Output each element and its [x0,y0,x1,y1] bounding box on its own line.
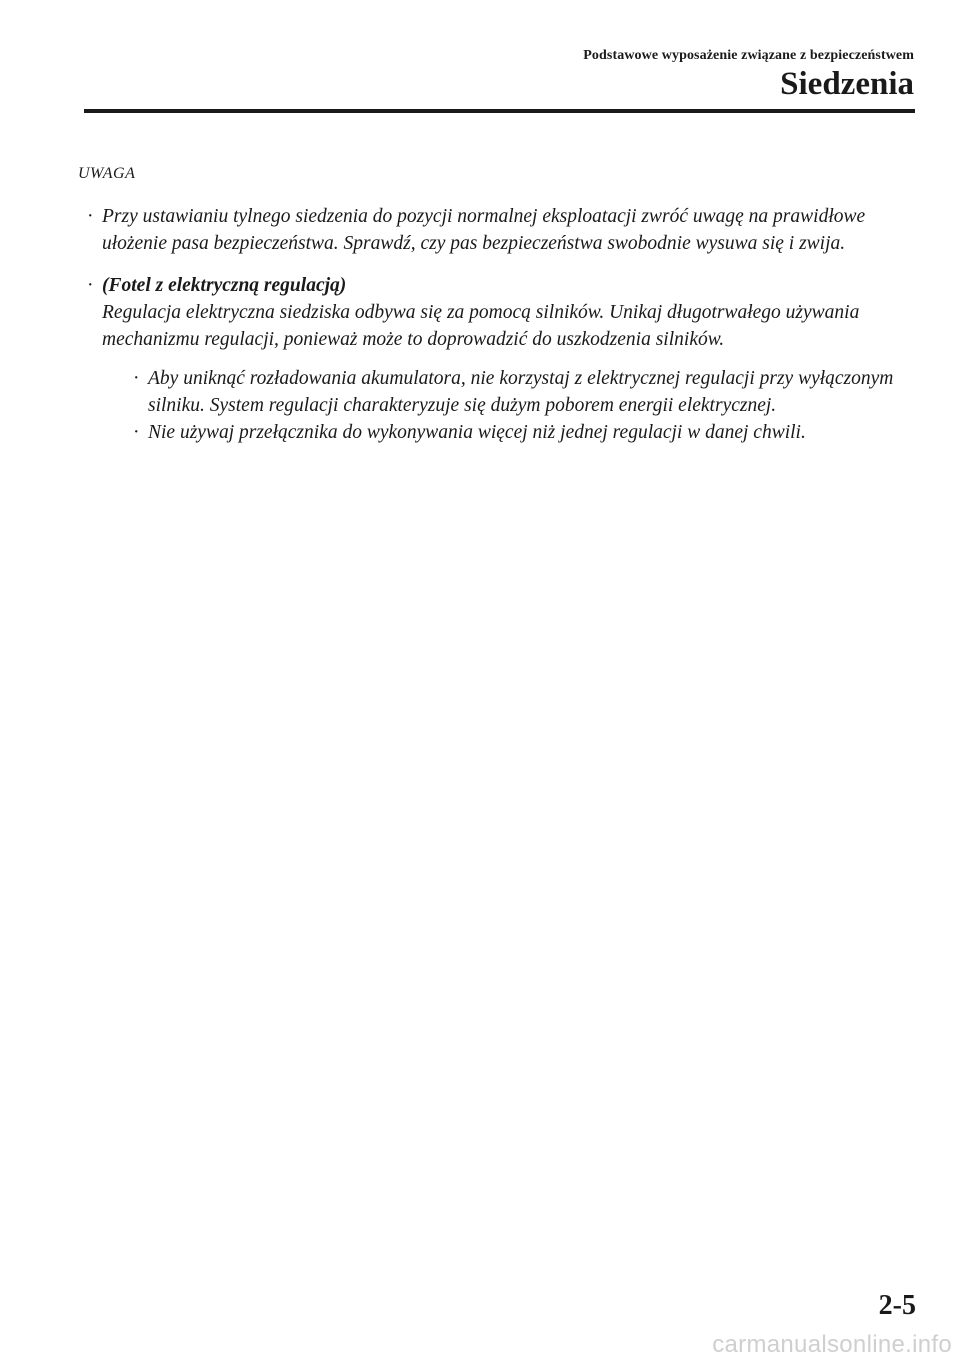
notice-item [78,203,918,257]
notice-subitem [102,419,918,446]
bullet-icon: · [87,206,94,227]
notice-item [78,272,918,446]
bullet-icon: · [87,275,94,296]
bullet-icon: · [133,368,140,389]
notice-item-text: Regulacja elektryczna siedziska odbywa się za pomocą silników. Unikaj długotrwałego używania mechanizmu regulacji, ponieważ może to doprowadzić do uszkodzenia silników. [102,302,860,350]
header-divider [84,109,915,113]
notice-item-title: (Fotel z elektryczną regulacją) [102,275,347,296]
section-subtitle: Podstawowe wyposażenie związane z bezpieczeństwem [583,48,914,63]
notice-subitem [102,365,918,419]
notice-subitem-text: Aby uniknąć rozładowania akumulatora, nie korzystaj z elektrycznej regulacji przy wyłączonym silniku. System regulacji charakteryzuje się dużym poborem energii elektrycznej. [148,368,894,416]
notice-sublist [102,365,918,446]
page-number: 2-5 [878,1290,916,1321]
notice-block [78,160,918,461]
bullet-icon: · [133,422,140,443]
notice-label: UWAGA [78,165,136,182]
notice-subitem-text: Nie używaj przełącznika do wykonywania więcej niż jednej regulacji w danej chwili. [148,422,806,443]
notice-item-text: Przy ustawianiu tylnego siedzenia do pozycji normalnej eksploatacji zwróć uwagę na prawidłowe ułożenie pasa bezpieczeństwa. Sprawdź, czy pas bezpieczeństwa swobodnie wysuwa się i zwija. [102,206,866,254]
page-title: Siedzenia [780,66,914,102]
watermark: carmanualsonline.info [712,1331,952,1358]
